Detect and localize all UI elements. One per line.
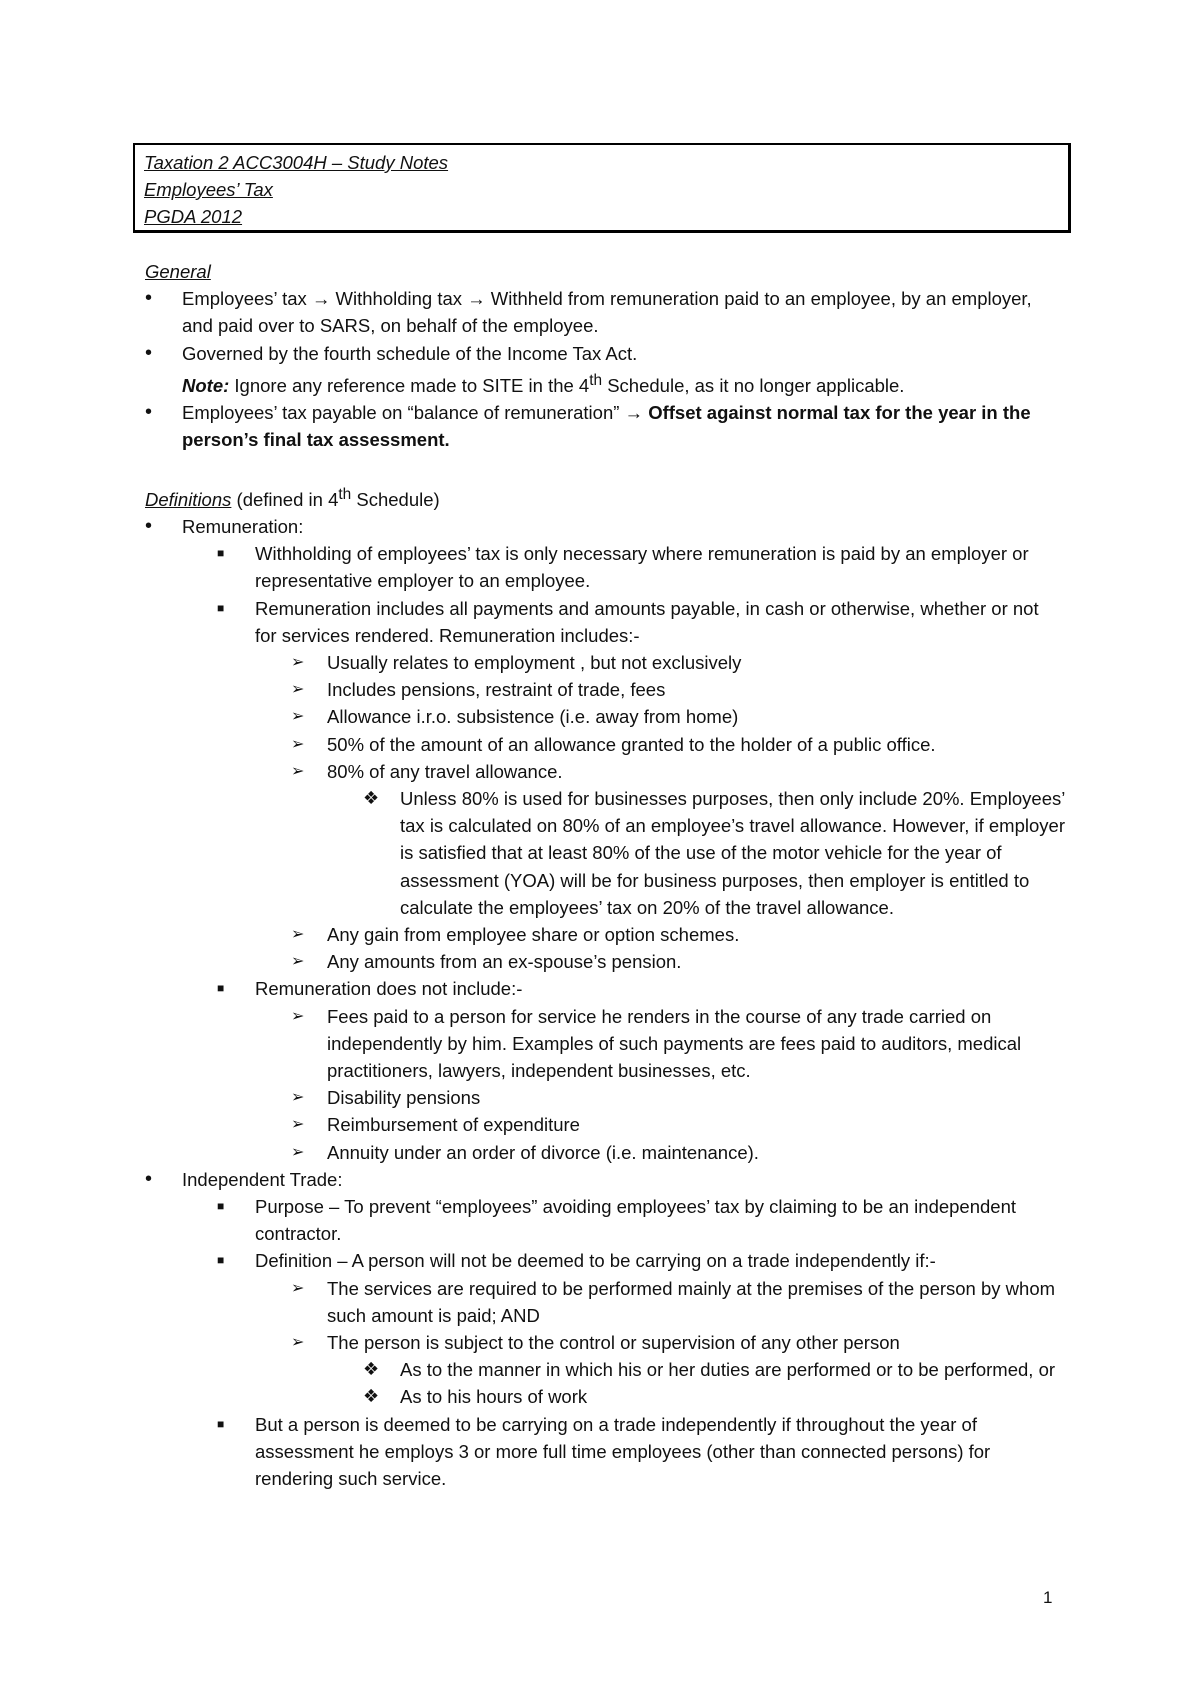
disc-bullet-icon: • xyxy=(145,341,153,364)
note-superscript: th xyxy=(589,371,603,389)
arrowhead-bullet-icon: ➢ xyxy=(291,925,305,943)
arrowhead-bullet-icon: ➢ xyxy=(291,708,305,726)
general-heading-row xyxy=(145,258,1065,285)
list-item-text: 80% of any travel allowance. xyxy=(327,760,563,782)
list-item xyxy=(145,921,1065,948)
square-bullet-icon: ■ xyxy=(217,1416,225,1431)
list-item-text: Fees paid to a person for service he renders in the course of any trade carried on independently by him. Examples of such payments are fees paid to auditors, medical practitioners, lawyers, independent businesses, etc. xyxy=(327,1005,1022,1081)
arrowhead-bullet-icon: ➢ xyxy=(291,681,305,699)
diamond-bullet-icon: ❖ xyxy=(363,1386,380,1407)
list-item xyxy=(145,975,1065,1002)
note-label: Note: xyxy=(182,374,230,396)
list-item xyxy=(145,1193,1065,1247)
list-item xyxy=(145,340,1065,400)
list-item xyxy=(145,513,1065,540)
list-item-text: Usually relates to employment , but not exclusively xyxy=(327,651,742,673)
disc-bullet-icon: • xyxy=(145,1167,153,1190)
list-item xyxy=(145,703,1065,730)
arrowhead-bullet-icon: ➢ xyxy=(291,735,305,753)
list-item xyxy=(145,1003,1065,1085)
list-item xyxy=(145,540,1065,594)
list-item-text: Includes pensions, restraint of trade, fees xyxy=(327,679,666,701)
list-item-text: The services are required to be performed mainly at the premises of the person by whom such amount is paid; AND xyxy=(327,1277,1056,1326)
course-title: Taxation 2 ACC3004H – Study Notes xyxy=(144,152,449,173)
list-item xyxy=(145,1275,1065,1329)
list-item-text: Remuneration: xyxy=(182,515,304,537)
list-item xyxy=(145,948,1065,975)
diamond-bullet-icon: ❖ xyxy=(363,1359,380,1380)
arrowhead-bullet-icon: ➢ xyxy=(291,1279,305,1297)
definitions-heading-note-end: Schedule) xyxy=(356,488,440,510)
list-item-text: The person is subject to the control or supervision of any other person xyxy=(327,1332,900,1354)
list-item xyxy=(145,1111,1065,1138)
list-item-text: As to the manner in which his or her duties are performed or to be performed, or xyxy=(400,1359,1056,1381)
list-item-bold-text: Offset against normal tax for the year in the person’s final tax assessment. xyxy=(182,402,1031,451)
list-item-text: 50% of the amount of an allowance granted to the holder of a public office. xyxy=(327,733,936,755)
list-item-text: Unless 80% is used for businesses purposes, then only include 20%. Employees’ tax is calculated on 80% of an employee’s travel allowance. However, if employer is satisfied that at least 80% of the use of the motor vehicle for the year of assessment (YOA) will be for business purposes, then employer is entitled to calculate the employees’ tax on 20% of the travel allowance. xyxy=(400,787,1065,918)
page-number: 1 xyxy=(1043,1588,1053,1607)
square-bullet-icon: ■ xyxy=(217,1253,225,1268)
list-item xyxy=(145,285,1065,339)
list-item-text: Remuneration does not include:- xyxy=(255,978,523,1000)
list-item xyxy=(145,1247,1065,1274)
topic-title: Employees’ Tax xyxy=(144,179,273,200)
list-item-text: Any amounts from an ex-spouse’s pension. xyxy=(327,951,682,973)
arrowhead-bullet-icon: ➢ xyxy=(291,653,305,671)
list-item xyxy=(145,1411,1065,1493)
general-heading: General xyxy=(145,261,211,282)
list-item-text: Remuneration includes all payments and amounts payable, in cash or otherwise, whether or not for services rendered. Remuneration includes:- xyxy=(255,597,1039,646)
square-bullet-icon: ■ xyxy=(217,546,225,561)
list-item xyxy=(145,1356,1065,1383)
list-item xyxy=(145,649,1065,676)
arrowhead-bullet-icon: ➢ xyxy=(291,953,305,971)
list-item-text: Purpose – To prevent “employees” avoiding employees’ tax by claiming to be an independent contractor. xyxy=(255,1196,1017,1245)
list-item-text: Annuity under an order of divorce (i.e. maintenance). xyxy=(327,1141,759,1163)
list-item-text: Disability pensions xyxy=(327,1087,481,1109)
list-item xyxy=(145,758,1065,785)
list-item-text: Allowance i.r.o. subsistence (i.e. away from home) xyxy=(327,706,739,728)
list-item-text: Reimbursement of expenditure xyxy=(327,1114,580,1136)
document-body xyxy=(145,258,1065,1492)
note-text: Ignore any reference made to SITE in the 4 xyxy=(234,374,590,396)
arrowhead-bullet-icon: ➢ xyxy=(291,1007,305,1025)
definitions-heading: Definitions xyxy=(145,488,232,510)
arrowhead-bullet-icon: ➢ xyxy=(291,1143,305,1161)
list-item-text: Definition – A person will not be deemed to be carrying on a trade independently if:- xyxy=(255,1250,936,1272)
list-item xyxy=(145,399,1065,453)
definitions-superscript: th xyxy=(338,485,352,503)
diamond-bullet-icon: ❖ xyxy=(363,787,380,808)
list-item xyxy=(145,1139,1065,1166)
square-bullet-icon: ■ xyxy=(217,981,225,996)
disc-bullet-icon: • xyxy=(145,514,153,537)
list-item-text: Withholding of employees’ tax is only necessary where remuneration is paid by an employer or representative employer to an employee. xyxy=(255,543,1029,592)
list-item xyxy=(145,731,1065,758)
note-text-end: Schedule, as it no longer applicable. xyxy=(607,374,905,396)
list-item-text: Employees’ tax payable on “balance of remuneration” → xyxy=(182,402,644,424)
list-item-text: But a person is deemed to be carrying on a trade independently if throughout the year of assessment he employs 3 or more full time employees (other than connected persons) for rendering such service. xyxy=(255,1413,991,1490)
title-box xyxy=(133,143,1071,233)
list-item-text: Independent Trade: xyxy=(182,1168,343,1190)
arrowhead-bullet-icon: ➢ xyxy=(291,1089,305,1107)
list-item xyxy=(145,1329,1065,1356)
list-item xyxy=(145,1166,1065,1193)
definitions-heading-row xyxy=(145,481,1065,513)
arrowhead-bullet-icon: ➢ xyxy=(291,1116,305,1134)
list-item-text: Any gain from employee share or option schemes. xyxy=(327,923,740,945)
arrowhead-bullet-icon: ➢ xyxy=(291,1334,305,1352)
list-item xyxy=(145,1084,1065,1111)
list-item-text: Employees’ tax → Withholding tax → Withheld from remuneration paid to an employee, by an employer, and paid over to SARS, on behalf of the employee. xyxy=(182,288,1032,337)
arrowhead-bullet-icon: ➢ xyxy=(291,762,305,780)
disc-bullet-icon: • xyxy=(145,287,153,310)
list-item xyxy=(145,785,1065,921)
list-item xyxy=(145,1383,1065,1410)
disc-bullet-icon: • xyxy=(145,401,153,424)
definitions-heading-note: (defined in 4 xyxy=(236,488,339,510)
list-item-text: As to his hours of work xyxy=(400,1386,588,1408)
program-title: PGDA 2012 xyxy=(144,206,243,227)
square-bullet-icon: ■ xyxy=(217,600,225,615)
list-item xyxy=(145,676,1065,703)
list-item xyxy=(145,595,1065,649)
list-item-text: Governed by the fourth schedule of the Income Tax Act. xyxy=(182,342,638,364)
square-bullet-icon: ■ xyxy=(217,1199,225,1214)
